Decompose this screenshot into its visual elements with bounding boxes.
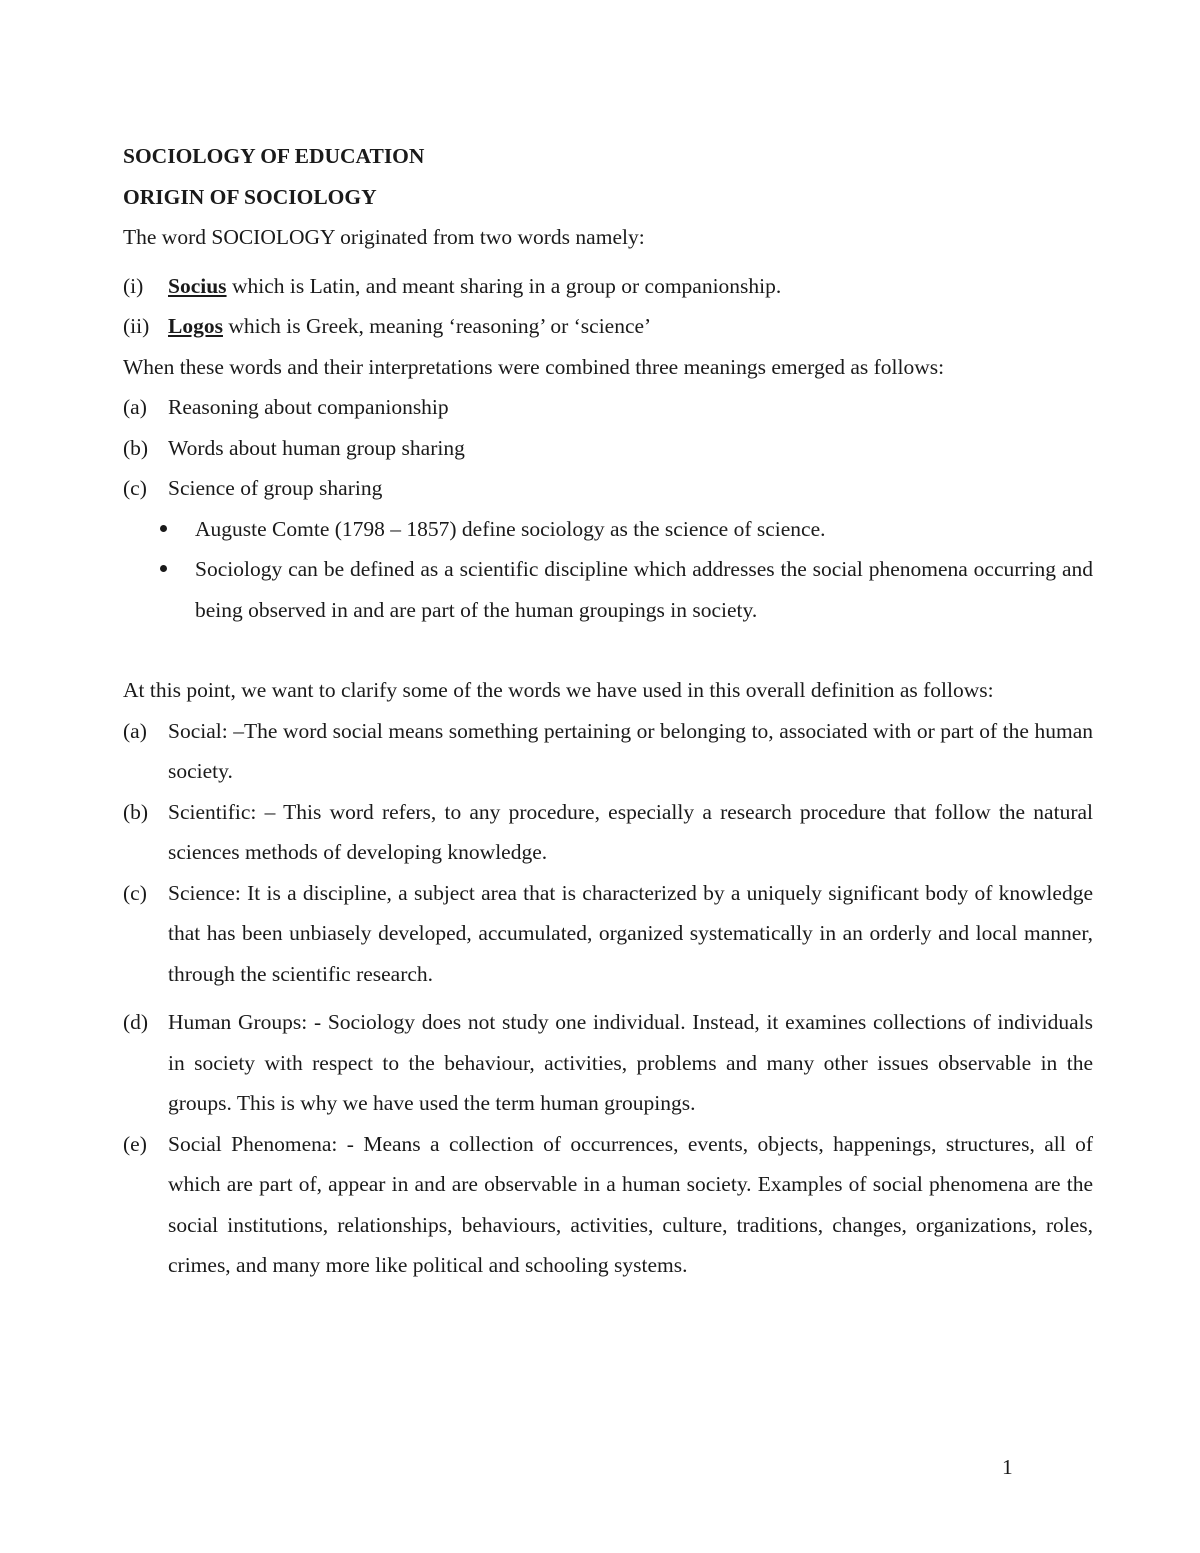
page-number: 1 bbox=[1002, 1455, 1013, 1479]
list-marker: (e) bbox=[123, 1131, 147, 1156]
definitions-list bbox=[123, 711, 1093, 1286]
term-logos: Logos bbox=[168, 314, 223, 338]
page-content bbox=[123, 136, 1093, 1286]
meaning-text: Reasoning about companionship bbox=[168, 395, 449, 419]
section-heading: ORIGIN OF SOCIOLOGY bbox=[123, 184, 377, 209]
definition-text: Social Phenomena: - Means a collection of occurrences, events, objects, happenings, structures, all of which are part of, appear in and are observable in a human society. Examples of social phenomena are the social institutions, relationships, behaviours, activities, culture, traditions, changes, organizations, roles, crimes, and many more like political and schooling systems. bbox=[168, 1131, 1093, 1277]
definition-text: Science: It is a discipline, a subject area that is characterized by a uniquely significant body of knowledge that has been unbiasely developed, accumulated, organized systematically in an orderly and local manner, through the scientific research. bbox=[168, 880, 1093, 986]
meaning-item bbox=[123, 387, 1093, 428]
definition-item bbox=[123, 1124, 1093, 1286]
definition-item bbox=[123, 873, 1093, 995]
combined-intro: When these words and their interpretations were combined three meanings emerged as follows: bbox=[123, 354, 945, 379]
list-marker: (c) bbox=[123, 880, 147, 905]
list-marker: (i) bbox=[123, 273, 144, 298]
definition-text: Social: –The word social means something pertaining or belonging to, associated with or part of the human society. bbox=[168, 718, 1093, 783]
bullet-text: Auguste Comte (1798 – 1857) define sociology as the science of science. bbox=[195, 516, 826, 541]
origin-item-socius bbox=[123, 266, 1093, 307]
definition-item bbox=[123, 1002, 1093, 1124]
definition-text: Scientific: – This word refers, to any procedure, especially a research procedure that follow the natural sciences methods of developing knowledge. bbox=[168, 799, 1093, 864]
meaning-item bbox=[123, 428, 1093, 469]
definition-text: Human Groups: - Sociology does not study one individual. Instead, it examines collections of individuals in society with respect to the behaviour, activities, problems and many other issues observable in the groups. This is why we have used the term human groupings. bbox=[168, 1010, 1093, 1115]
definition-item bbox=[123, 792, 1093, 873]
list-marker: (a) bbox=[123, 718, 147, 743]
meaning-text: Science of group sharing bbox=[168, 476, 383, 500]
list-marker: (b) bbox=[123, 435, 149, 460]
origin-text: which is Greek, meaning ‘reasoning’ or ‘science’ bbox=[222, 314, 652, 338]
bullet-item bbox=[123, 549, 1093, 630]
term-socius: Socius bbox=[168, 273, 227, 298]
bullet-text: Sociology can be defined as a scientific discipline which addresses the social phenomena occurring and being observed in and are part of the human groupings in society. bbox=[195, 557, 1093, 622]
meaning-text: Words about human group sharing bbox=[168, 435, 465, 460]
list-marker: (b) bbox=[123, 799, 149, 824]
list-marker: (ii) bbox=[123, 314, 150, 338]
document-title: SOCIOLOGY OF EDUCATION bbox=[123, 144, 425, 168]
list-marker: (d) bbox=[123, 1010, 149, 1034]
list-marker: (a) bbox=[123, 395, 147, 419]
definition-item bbox=[123, 711, 1093, 792]
origin-item-logos bbox=[123, 306, 1093, 347]
list-marker: (c) bbox=[123, 476, 147, 500]
bullet-icon bbox=[158, 509, 195, 550]
bullet-item bbox=[123, 509, 1093, 550]
meaning-item bbox=[123, 468, 1093, 509]
clarify-intro: At this point, we want to clarify some of the words we have used in this overall definition as follows: bbox=[123, 678, 994, 702]
intro-paragraph: The word SOCIOLOGY originated from two words namely: bbox=[123, 225, 645, 249]
bullet-icon bbox=[158, 549, 195, 630]
origin-text: which is Latin, and meant sharing in a group or companionship. bbox=[226, 273, 782, 298]
